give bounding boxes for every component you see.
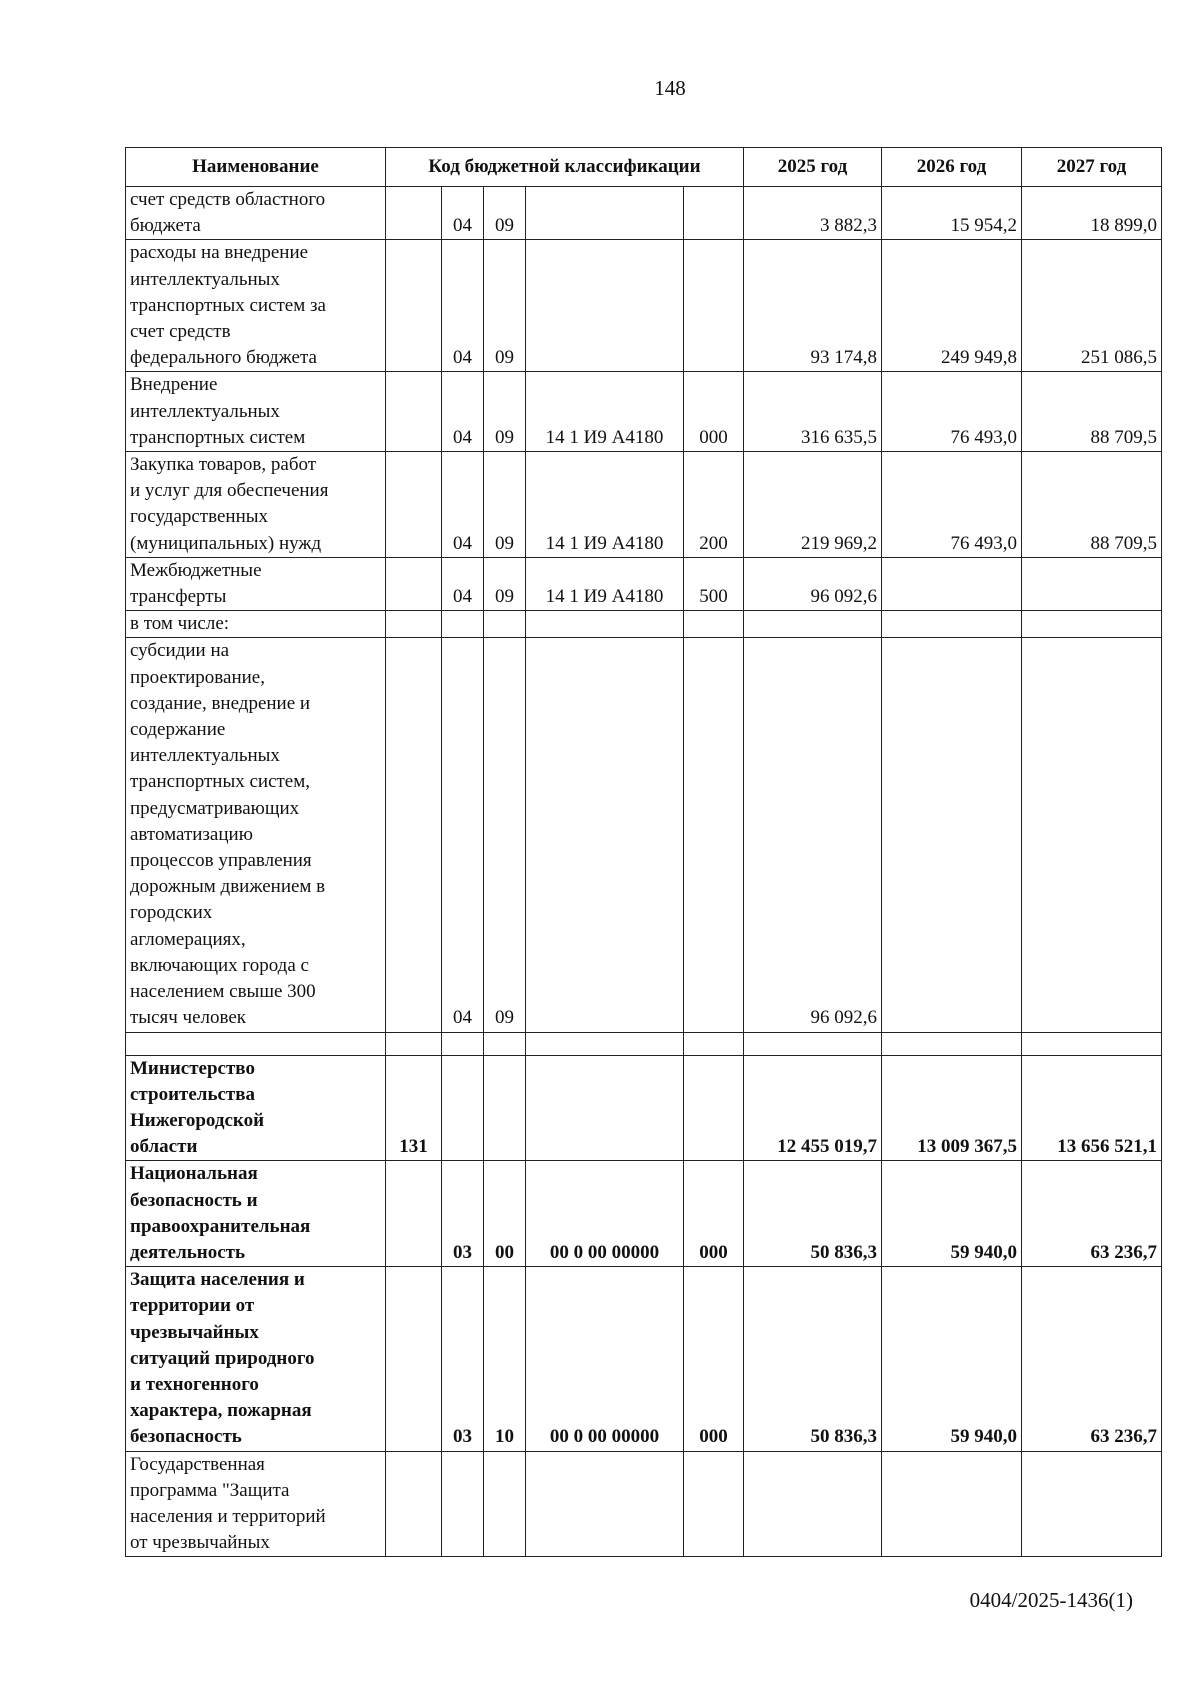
- section-code-cell: 04: [442, 557, 484, 610]
- amount-2025-cell: 316 635,5: [744, 372, 882, 452]
- section-code-cell: 04: [442, 452, 484, 558]
- amount-2027-cell: [1022, 1032, 1162, 1055]
- amount-2025-cell: 50 836,3: [744, 1161, 882, 1267]
- table-row: [126, 1451, 1162, 1557]
- amount-2025-cell: 219 969,2: [744, 452, 882, 558]
- expense-type-cell: 000: [684, 372, 744, 452]
- expense-type-cell: 000: [684, 1161, 744, 1267]
- table-header-row: [126, 148, 1162, 187]
- row-name-cell: Межбюджетные трансферты: [126, 557, 386, 610]
- document-code: 0404/2025-1436(1): [969, 1588, 1133, 1612]
- section-code-cell: 04: [442, 372, 484, 452]
- amount-2027-cell: [1022, 557, 1162, 610]
- subsection-code-cell: [484, 1451, 526, 1557]
- target-article-cell: 00 0 00 00000: [526, 1267, 684, 1451]
- row-name-cell: Государственная программа "Защита населения и территорий от чрезвычайных: [126, 1451, 386, 1557]
- row-name-cell: Защита населения и территории от чрезвычайных ситуаций природного и техногенного характера, пожарная безопасность: [126, 1267, 386, 1451]
- expense-type-cell: [684, 240, 744, 372]
- target-article-cell: [526, 1451, 684, 1557]
- page-number: 148: [654, 76, 686, 100]
- amount-2025-cell: [744, 1032, 882, 1055]
- table-row: [126, 240, 1162, 372]
- expense-type-cell: [684, 611, 744, 638]
- section-code-cell: [442, 611, 484, 638]
- amount-2025-cell: 96 092,6: [744, 638, 882, 1032]
- amount-2025-cell: 96 092,6: [744, 557, 882, 610]
- amount-2026-cell: [882, 1032, 1022, 1055]
- amount-2025-cell: 3 882,3: [744, 187, 882, 240]
- target-article-cell: [526, 1032, 684, 1055]
- ved-code-cell: [386, 611, 442, 638]
- amount-2025-cell: 50 836,3: [744, 1267, 882, 1451]
- amount-2026-cell: [882, 557, 1022, 610]
- amount-2026-cell: 15 954,2: [882, 187, 1022, 240]
- row-name-cell: Закупка товаров, работ и услуг для обеспечения государственных (муниципальных) нужд: [126, 452, 386, 558]
- subsection-code-cell: 09: [484, 557, 526, 610]
- section-code-cell: 03: [442, 1161, 484, 1267]
- amount-2025-cell: [744, 611, 882, 638]
- header-2027: 2027 год: [1022, 148, 1162, 187]
- expense-type-cell: 200: [684, 452, 744, 558]
- row-name-cell: субсидии на проектирование, создание, внедрение и содержание интеллектуальных транспортных систем, предусматривающих автоматизацию процессов управления дорожным движением в городских агломерациях, включающих города с населением свыше 300 тысяч человек: [126, 638, 386, 1032]
- expense-type-cell: [684, 1032, 744, 1055]
- table-row: [126, 187, 1162, 240]
- subsection-code-cell: [484, 1032, 526, 1055]
- section-code-cell: 04: [442, 638, 484, 1032]
- ved-code-cell: [386, 452, 442, 558]
- ved-code-cell: [386, 1032, 442, 1055]
- expense-type-cell: [684, 1451, 744, 1557]
- ved-code-cell: [386, 187, 442, 240]
- table-row: [126, 638, 1162, 1032]
- section-code-cell: 04: [442, 240, 484, 372]
- amount-2026-cell: 76 493,0: [882, 452, 1022, 558]
- section-code-cell: [442, 1055, 484, 1161]
- table-row: [126, 1161, 1162, 1267]
- expense-type-cell: [684, 1055, 744, 1161]
- section-code-cell: [442, 1451, 484, 1557]
- table-row: [126, 1055, 1162, 1161]
- amount-2027-cell: [1022, 611, 1162, 638]
- subsection-code-cell: [484, 611, 526, 638]
- row-name-cell: Внедрение интеллектуальных транспортных систем: [126, 372, 386, 452]
- amount-2027-cell: 88 709,5: [1022, 452, 1162, 558]
- amount-2027-cell: 88 709,5: [1022, 372, 1162, 452]
- expense-type-cell: 000: [684, 1267, 744, 1451]
- row-name-cell: в том числе:: [126, 611, 386, 638]
- subsection-code-cell: 09: [484, 638, 526, 1032]
- amount-2027-cell: 13 656 521,1: [1022, 1055, 1162, 1161]
- amount-2025-cell: 12 455 019,7: [744, 1055, 882, 1161]
- ved-code-cell: [386, 1451, 442, 1557]
- expense-type-cell: 500: [684, 557, 744, 610]
- amount-2026-cell: [882, 1451, 1022, 1557]
- amount-2027-cell: 251 086,5: [1022, 240, 1162, 372]
- ved-code-cell: [386, 638, 442, 1032]
- ved-code-cell: [386, 1161, 442, 1267]
- table-row: [126, 557, 1162, 610]
- table-row: [126, 1032, 1162, 1055]
- amount-2026-cell: 249 949,8: [882, 240, 1022, 372]
- ved-code-cell: 131: [386, 1055, 442, 1161]
- header-name: Наименование: [126, 148, 386, 187]
- target-article-cell: [526, 1055, 684, 1161]
- header-code: Код бюджетной классификации: [386, 148, 744, 187]
- row-name-cell: [126, 1032, 386, 1055]
- target-article-cell: 00 0 00 00000: [526, 1161, 684, 1267]
- ved-code-cell: [386, 557, 442, 610]
- amount-2026-cell: 13 009 367,5: [882, 1055, 1022, 1161]
- amount-2027-cell: 63 236,7: [1022, 1267, 1162, 1451]
- table-row: [126, 1267, 1162, 1451]
- section-code-cell: 03: [442, 1267, 484, 1451]
- amount-2026-cell: [882, 611, 1022, 638]
- amount-2026-cell: 59 940,0: [882, 1161, 1022, 1267]
- section-code-cell: [442, 1032, 484, 1055]
- subsection-code-cell: 09: [484, 187, 526, 240]
- amount-2027-cell: [1022, 638, 1162, 1032]
- amount-2026-cell: 59 940,0: [882, 1267, 1022, 1451]
- row-name-cell: Национальная безопасность и правоохранительная деятельность: [126, 1161, 386, 1267]
- target-article-cell: [526, 638, 684, 1032]
- expense-type-cell: [684, 187, 744, 240]
- target-article-cell: 14 1 И9 А4180: [526, 372, 684, 452]
- ved-code-cell: [386, 1267, 442, 1451]
- subsection-code-cell: 09: [484, 452, 526, 558]
- target-article-cell: 14 1 И9 А4180: [526, 557, 684, 610]
- subsection-code-cell: 09: [484, 372, 526, 452]
- header-2026: 2026 год: [882, 148, 1022, 187]
- ved-code-cell: [386, 240, 442, 372]
- ved-code-cell: [386, 372, 442, 452]
- amount-2027-cell: 63 236,7: [1022, 1161, 1162, 1267]
- amount-2027-cell: 18 899,0: [1022, 187, 1162, 240]
- table-row: [126, 372, 1162, 452]
- section-code-cell: 04: [442, 187, 484, 240]
- subsection-code-cell: 00: [484, 1161, 526, 1267]
- subsection-code-cell: 10: [484, 1267, 526, 1451]
- amount-2027-cell: [1022, 1451, 1162, 1557]
- amount-2025-cell: [744, 1451, 882, 1557]
- amount-2026-cell: 76 493,0: [882, 372, 1022, 452]
- header-2025: 2025 год: [744, 148, 882, 187]
- target-article-cell: [526, 611, 684, 638]
- target-article-cell: 14 1 И9 А4180: [526, 452, 684, 558]
- amount-2026-cell: [882, 638, 1022, 1032]
- amount-2025-cell: 93 174,8: [744, 240, 882, 372]
- table-row: [126, 452, 1162, 558]
- row-name-cell: Министерство строительства Нижегородской области: [126, 1055, 386, 1161]
- row-name-cell: расходы на внедрение интеллектуальных транспортных систем за счет средств федерального бюджета: [126, 240, 386, 372]
- row-name-cell: счет средств областного бюджета: [126, 187, 386, 240]
- subsection-code-cell: [484, 1055, 526, 1161]
- table-row: [126, 611, 1162, 638]
- budget-table: [125, 147, 1162, 1557]
- target-article-cell: [526, 240, 684, 372]
- target-article-cell: [526, 187, 684, 240]
- subsection-code-cell: 09: [484, 240, 526, 372]
- expense-type-cell: [684, 638, 744, 1032]
